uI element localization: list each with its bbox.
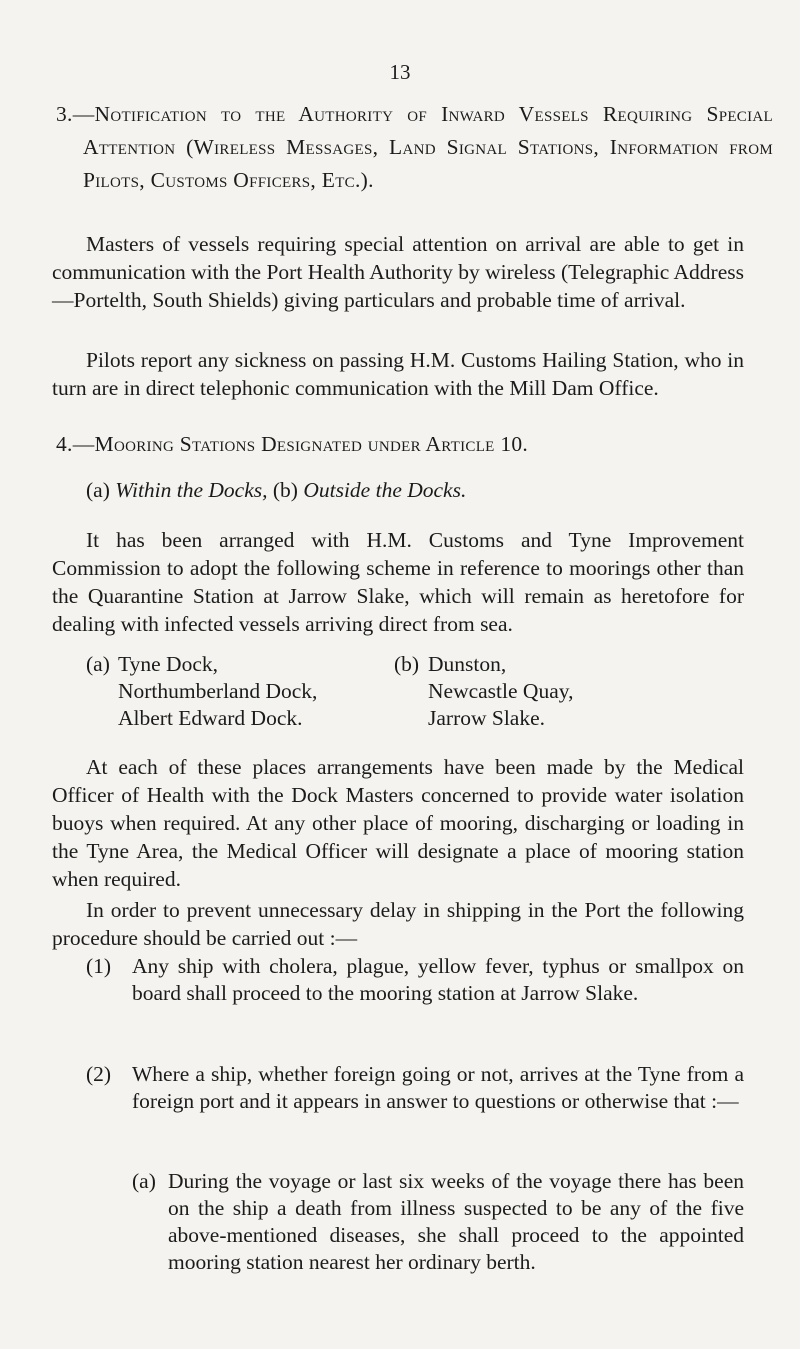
dock-a-item-1: Tyne Dock, — [118, 652, 218, 676]
dock-a-item-3: Albert Edward Dock. — [118, 706, 303, 730]
section-4-paragraph-3: In order to prevent unnecessary delay in shipping in the Port the following procedure should be carried out :— — [52, 898, 744, 950]
section-3-number: 3.— — [56, 102, 95, 126]
dock-a-item-2: Northumberland Dock, — [118, 679, 318, 703]
procedure-item-2a-label: (a) — [132, 1169, 156, 1193]
dock-column-a-label: (a) — [86, 652, 110, 676]
dock-b-item-1: Dunston, — [428, 652, 507, 676]
section-3-heading — [56, 98, 773, 197]
procedure-item-1 — [86, 953, 744, 1007]
page-number: 13 — [389, 60, 411, 84]
section-4-subheading — [86, 474, 746, 506]
dock-column-b — [394, 651, 573, 732]
subheading-b-label: (b) — [272, 478, 298, 502]
section-3-paragraph-1: Masters of vessels requiring special attention on arrival are able to get in communication with the Port Health Authority by wireless (Telegraphic Address—Portelth, South Shields) giving particulars and probable time of arrival. — [52, 232, 744, 312]
procedure-item-1-text: Any ship with cholera, plague, yellow fever, typhus or smallpox on board shall proceed to the mooring station at Jarrow Slake. — [132, 954, 744, 1005]
subheading-a-text: Within the Docks, — [115, 478, 268, 502]
section-4-paragraph-2: At each of these places arrangements have been made by the Medical Officer of Health with the Dock Masters concerned to provide water isolation buoys when required. At any other place of mooring, discharging or loading in the Tyne Area, the Medical Officer will designate a place of mooring station when required. — [52, 755, 744, 891]
dock-b-item-2: Newcastle Quay, — [428, 679, 574, 703]
section-4-heading — [56, 428, 746, 460]
section-4-title: Mooring Stations Designated under Article 10. — [94, 432, 529, 456]
subheading-b-text: Outside the Docks. — [303, 478, 467, 502]
dock-column-a — [86, 651, 317, 732]
dock-column-b-label: (b) — [394, 652, 420, 676]
section-3-title: Notification to the Authority of Inward Vessels Requiring Special Attention (Wireless Messages, Land Signal Stations, Information from Pilots, Customs Officers, Etc.). — [83, 102, 773, 192]
dock-b-item-3: Jarrow Slake. — [428, 706, 546, 730]
section-4-number: 4.— — [56, 432, 95, 456]
procedure-item-2a-text: During the voyage or last six weeks of the voyage there has been on the ship a death from illness suspected to be any of the five above-mentioned diseases, she shall proceed to the appointed mooring station nearest her ordinary berth. — [168, 1169, 744, 1274]
procedure-item-2a — [132, 1168, 744, 1276]
procedure-item-2-label: (2) — [86, 1062, 112, 1086]
procedure-item-1-label: (1) — [86, 954, 112, 978]
section-4-paragraph-1: It has been arranged with H.M. Customs and Tyne Improvement Commission to adopt the following scheme in reference to moorings other than the Quarantine Station at Jarrow Slake, which will remain as heretofore for dealing with infected vessels arriving direct from sea. — [52, 528, 744, 636]
subheading-a-label: (a) — [86, 478, 110, 502]
dock-columns — [86, 651, 746, 735]
procedure-item-2-text: Where a ship, whether foreign going or not, arrives at the Tyne from a foreign port and it appears in answer to questions or otherwise that :— — [132, 1062, 744, 1113]
section-3-paragraph-2: Pilots report any sickness on passing H.M. Customs Hailing Station, who in turn are in direct telephonic communication with the Mill Dam Office. — [52, 348, 744, 400]
procedure-item-2 — [86, 1061, 744, 1115]
